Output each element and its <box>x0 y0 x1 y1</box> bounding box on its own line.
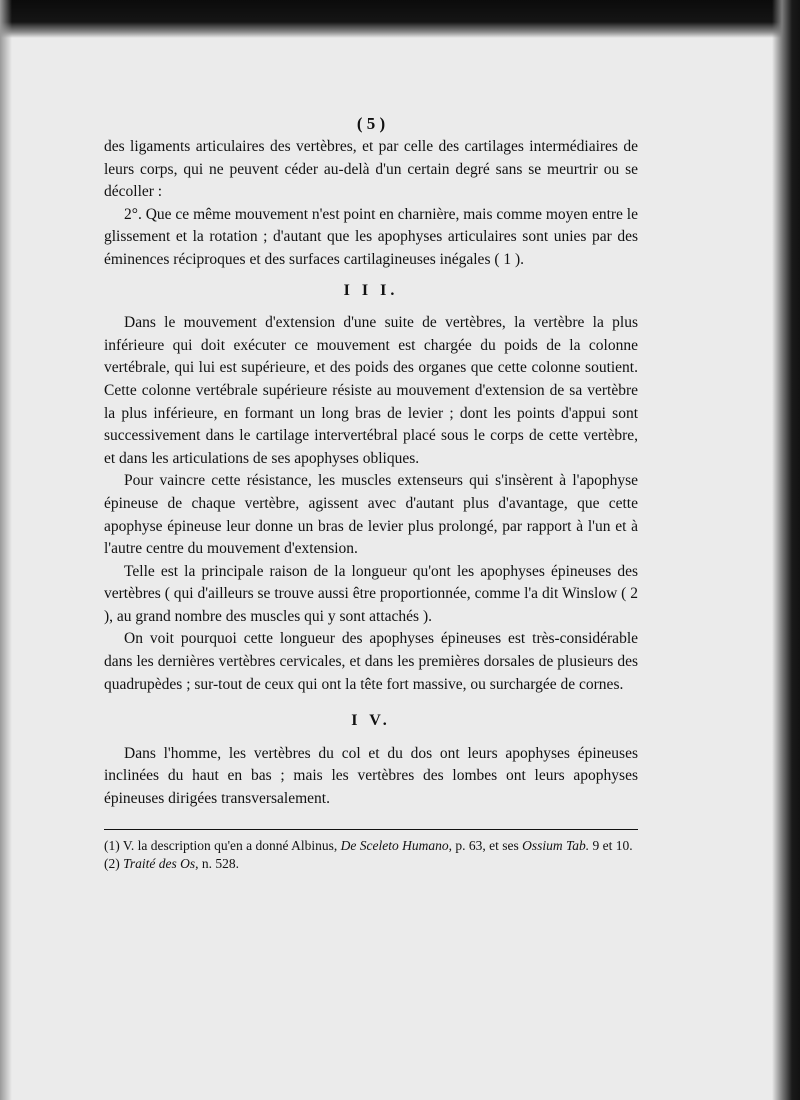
footnote-1-text-before: V. la description qu'en a donné Albinus, <box>122 837 338 853</box>
footnote-2 <box>104 855 638 873</box>
point-2-paragraph: 2°. Que ce même mouvement n'est point en charnière, mais comme moyen entre le glissement et la rotation ; d'autant que les apophyses articulaires sont unies par des éminences réciproques et des surfaces cartilagineuses inégales ( 1 ). <box>104 205 638 268</box>
continuation-paragraph: des ligaments articulaires des vertèbres, et par celle des cartilages intermédiaires de leurs corps, qui ne peuvent céder au-delà d'un certain degré sans se meurtrir ou se décoller : <box>104 138 638 201</box>
footnote-1-text-middle: , p. 63, et ses <box>448 837 519 853</box>
section-iv-paragraph-1: Dans l'homme, les vertèbres du col et du dos ont leurs apophyses épineuses inclinées du haut en bas ; mais les vertèbres des lombes ont leurs apophyses épineuses dirigées transversalement. <box>104 744 638 808</box>
footnote-1 <box>104 837 638 855</box>
scan-shadow-right <box>772 0 800 1100</box>
footnote-1-text-after: 9 et 10. <box>592 837 633 853</box>
footnote-1-tables: Ossium Tab. <box>522 837 590 853</box>
footnote-2-title: Traité des Os <box>123 855 196 871</box>
section-iii-paragraph-2: Pour vaincre cette résistance, les muscles extenseurs qui s'insèrent à l'apophyse épineuse de chaque vertèbre, agissent avec d'autant plus d'avantage, que cette apophyse épineuse leur donne un bras de levier plus prolongé, par rapport à l'un et à l'autre centre du mouvement d'extension. <box>104 472 638 558</box>
footnote-divider <box>104 829 638 830</box>
footnote-2-text-after: , n. 528. <box>195 855 240 871</box>
section-heading-iii: I I I. <box>343 281 399 299</box>
section-iii-paragraph-4: On voit pourquoi cette longueur des apophyses épineuses est très-considérable dans les dernières vertèbres cervicales, et dans les premières dorsales de plusieurs des quadrupèdes ; sur-tout de ceux qui ont la tête fort massive, ou surchargée de cornes. <box>104 630 638 693</box>
section-iii-paragraph-1: Dans le mouvement d'extension d'une suite de vertèbres, la vertèbre la plus inférieure qui doit exécuter ce mouvement est chargée du poids de la colonne vertébrale, qui lui est supérieure, et des poids des organes que cette colonne soutient. Cette colonne vertébrale supérieure résiste au mouvement d'extension de sa vertèbre la plus inférieure, en formant un long bras de levier ; dont les points d'appui sont successivement dans le cartilage intervertébral placé sous le corps de cette vertèbre, et dans les articulations de ses apophyses obliques. <box>104 314 638 467</box>
footnote-2-marker: (2) <box>104 855 120 871</box>
page-text-block <box>104 114 638 873</box>
scan-shadow-left <box>0 0 12 1100</box>
scan-shadow-top <box>0 0 800 38</box>
footnote-1-marker: (1) <box>104 837 120 853</box>
section-iii-paragraph-3: Telle est la principale raison de la longueur qu'ont les apophyses épineuses des vertèbres ( qui d'ailleurs se trouve aussi être proportionnée, comme l'a dit Winslow ( 2 ), au grand nombre des muscles qui y sont attachés ). <box>104 562 638 625</box>
page-number: ( 5 ) <box>356 114 386 133</box>
footnote-1-title: De Sceleto Humano <box>340 837 449 853</box>
section-heading-iv: I V. <box>351 712 391 730</box>
